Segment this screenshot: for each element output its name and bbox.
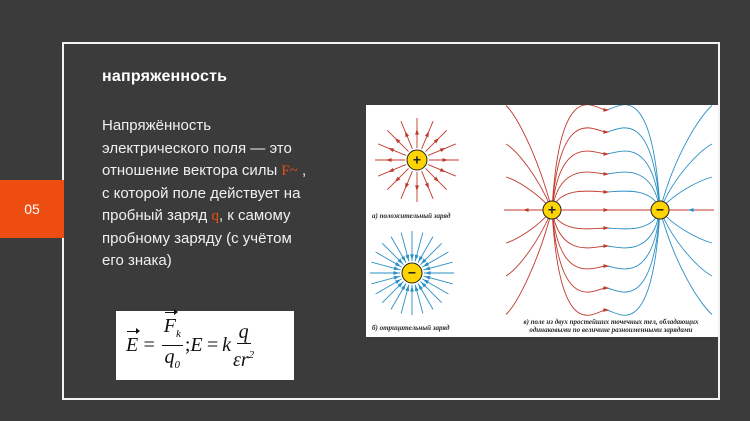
dipole-outer-line: [506, 144, 552, 210]
field-lines-diagram: [366, 105, 718, 337]
formula-f-vector: F: [163, 315, 176, 337]
dipole-field-arrow: [603, 172, 609, 176]
negative-field-arrow: [418, 284, 423, 290]
caption-dipole-line-2: одинаковыми по величине разноименными зарядами: [529, 326, 693, 334]
dipole-field-line: [606, 210, 660, 248]
formula-e2: E: [190, 334, 203, 356]
negative-field-arrow: [418, 256, 423, 262]
negative-field-arrow: [394, 276, 400, 280]
negative-field-arrow: [401, 256, 406, 262]
positive-field-arrow: [425, 131, 429, 137]
positive-field-arrow: [442, 158, 448, 162]
dipole-field-arrow: [603, 190, 609, 194]
caption-dipole: [508, 318, 714, 334]
positive-field-arrow: [415, 129, 419, 135]
definition-part-2: , с которой поле действует на пробный заряд: [102, 162, 307, 224]
formula-equals: =: [142, 334, 156, 356]
dipole-field-arrow: [603, 244, 609, 248]
formula-fraction-2: [233, 321, 254, 371]
f-subscript: k: [175, 328, 181, 340]
negative-field-arrow: [405, 255, 409, 261]
negative-field-arrow: [415, 285, 419, 291]
dipole-field-arrow: [603, 152, 609, 156]
dipole-axis-arrow: [688, 208, 694, 212]
formula-image: [116, 311, 294, 380]
formula-equals-2: =: [205, 334, 220, 356]
formula-separator: ;: [184, 334, 191, 356]
slide-title: напряженность: [102, 68, 228, 85]
caption-negative: б) отрицательный заряд: [372, 324, 450, 332]
dipole-positive-charge-sign: +: [547, 201, 557, 218]
dipole-field-arrow: [603, 286, 609, 290]
negative-field-arrow: [394, 266, 400, 270]
positive-field-arrow: [405, 183, 409, 189]
positive-field-arrow: [388, 148, 394, 152]
dipole-field-line: [552, 172, 606, 210]
formula-fraction-1: [162, 315, 183, 376]
r-exponent: 2: [248, 348, 255, 361]
definition-part-1: Напряжённость электрического поля — это отношение вектора силы: [102, 117, 292, 179]
dipole-field-line: [606, 172, 660, 210]
force-symbol: F~: [281, 163, 298, 179]
negative-field-arrow: [395, 262, 401, 267]
q0-symbol: q: [164, 346, 175, 368]
negative-field-arrow: [405, 285, 409, 291]
positive-charge-a-sign: +: [412, 151, 422, 168]
fraction-1-denominator: [165, 346, 181, 376]
positive-field-arrow: [386, 158, 392, 162]
definition-part-3: , к самому пробному заряду (с учётом его знака): [102, 207, 292, 269]
positive-field-arrow: [440, 168, 446, 172]
dipole-negative-charge-sign: −: [655, 201, 665, 218]
negative-field-arrow: [410, 286, 414, 292]
negative-field-arrow: [425, 271, 431, 275]
fraction-2-denominator: [233, 344, 254, 371]
q-subscript: 0: [174, 359, 181, 371]
negative-field-arrow: [423, 279, 429, 284]
positive-field-arrow: [415, 185, 419, 191]
negative-field-arrow: [424, 276, 430, 280]
negative-charge-b-sign: −: [407, 264, 417, 281]
negative-field-arrow: [424, 266, 430, 270]
dipole-axis-arrow: [603, 208, 609, 212]
dipole-field-arrow: [603, 226, 609, 230]
definition-text: [102, 115, 312, 273]
dipole-outer-line: [660, 144, 712, 210]
positive-field-arrow: [440, 148, 446, 152]
dipole-field-arrow: [603, 308, 609, 312]
fraction-2-numerator: q: [238, 320, 249, 343]
dipole-field-arrow: [603, 130, 609, 134]
electric-field-figure: [366, 105, 718, 337]
slide-number-badge: 05: [0, 180, 64, 238]
dipole-field-line: [552, 210, 606, 248]
caption-dipole-line-1: в) поле из двух простейших точечных тел, обладающих: [523, 318, 699, 326]
dipole-field-arrow: [603, 108, 609, 112]
formula-k: k: [222, 334, 231, 356]
positive-field-arrow: [405, 131, 409, 137]
caption-positive: а) положительный заряд: [372, 212, 451, 220]
negative-field-arrow: [423, 262, 429, 267]
formula-e-vector: E: [126, 334, 139, 356]
negative-field-arrow: [415, 255, 419, 261]
negative-field-arrow: [393, 271, 399, 275]
positive-field-arrow: [388, 168, 394, 172]
epsilon-r: εr: [233, 348, 249, 371]
negative-field-arrow: [401, 284, 406, 290]
charge-symbol: q: [211, 208, 219, 224]
dipole-outer-line: [506, 210, 552, 276]
negative-field-arrow: [410, 254, 414, 260]
dipole-axis-arrow: [523, 208, 529, 212]
dipole-outer-line: [660, 210, 712, 276]
fraction-1-numerator: [162, 315, 183, 346]
positive-field-arrow: [425, 183, 429, 189]
dipole-field-arrow: [603, 264, 609, 268]
negative-field-arrow: [395, 279, 401, 284]
